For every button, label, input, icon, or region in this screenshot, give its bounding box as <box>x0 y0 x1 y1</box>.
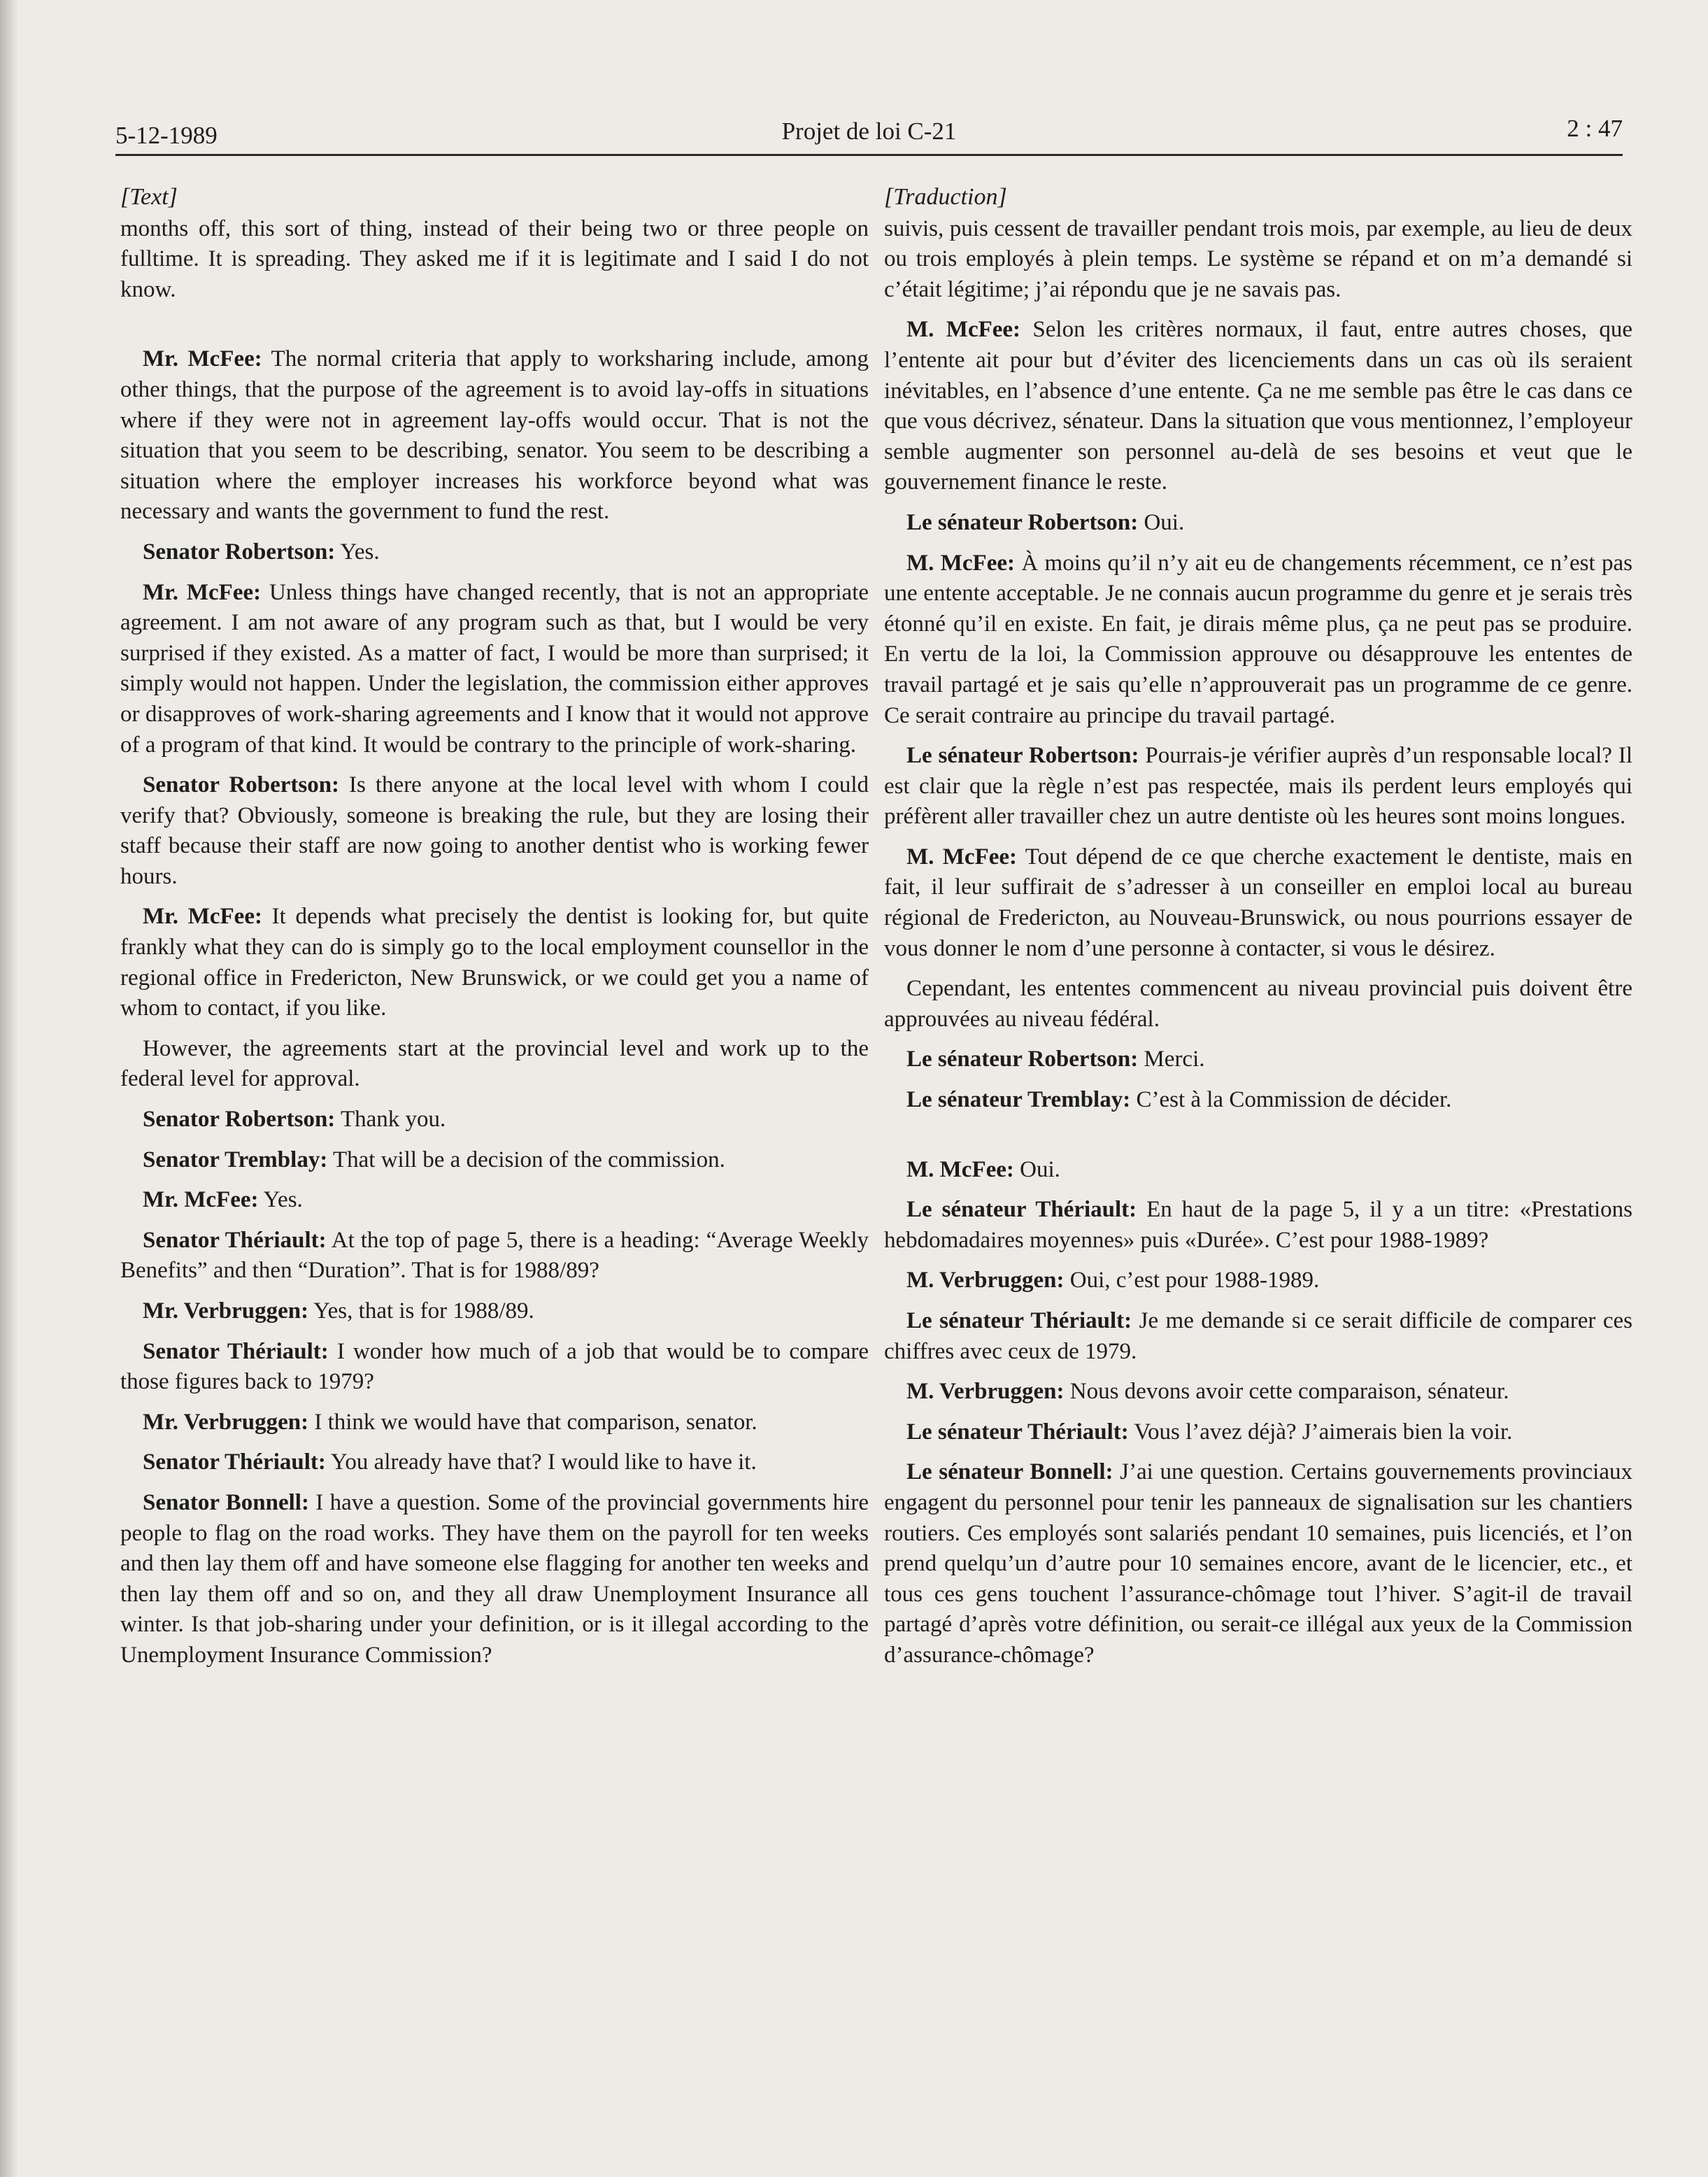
paragraph <box>884 1265 1632 1296</box>
speaker: Le sénateur Tremblay: <box>906 1087 1131 1113</box>
spacer <box>120 315 869 344</box>
speaker: Le sénateur Robertson: <box>906 1047 1139 1072</box>
speaker: Le sénateur Thériault: <box>906 1197 1137 1223</box>
paragraph <box>884 1044 1632 1075</box>
paragraph <box>884 741 1632 832</box>
speech: Tout dépend de ce que cherche exactement le dentiste, mais en fait, il leur suffirait de s’adresser à un conseiller en emploi local au bureau régional de Fredericton, au Nouveau-Brunswick, ou nous pourrions essayer de vous donner le nom d’une personne à contacter, si vous le désirez. <box>884 844 1632 961</box>
speech: The normal criteria that apply to worksharing include, among other things, that the purpose of the agreement is to avoid lay-offs in situations where if they were not in agreement lay-offs would occur. That is not the situation that you seem to be describing, senator. You seem to be describing a situation where the employer increases his workforce beyond what was necessary and wants the government to fund the rest. <box>120 346 869 525</box>
speech: I think we would have that comparison, senator. <box>308 1409 757 1435</box>
paragraph <box>884 1155 1632 1186</box>
french-column <box>884 182 1632 1681</box>
speech: À moins qu’il n’y ait eu de changements récemment, ce n’est pas une entente acceptable. Je ne connais aucun programme du genre et je serais très étonné qu’il en existe. En fait, je dirais même plus, ça ne peut pas se produire. En vertu de la loi, la Commission approuve ou désapprouve les ententes de travail partagé et je sais qu’elle n’approuverait pas un programme de ce genre. Ce serait contraire au principe du travail partagé. <box>884 550 1632 728</box>
paragraph <box>120 1226 869 1286</box>
paragraph <box>120 1447 869 1478</box>
paragraph <box>884 1306 1632 1367</box>
paragraph <box>884 1377 1632 1407</box>
speech: Selon les critères normaux, il faut, entre autres choses, que l’entente ait pour but d’éviter des licenciements dans un cas où ils seraient inévitables, en l’absence d’une entente. Ça ne me semble pas être le cas dans ce que vous décrivez, sénateur. Dans la situation que vous mentionnez, l’employeur semble augmenter son personnel au-delà de ses besoins et veut que le gouvernement finance le reste. <box>884 317 1632 495</box>
speaker: M. McFee: <box>906 844 1018 870</box>
paragraph: suivis, puis cessent de travailler pendant trois mois, par exemple, au lieu de deux ou trois employés à plein temps. Le système se répand et on m’a demandé si c’était légitime; j’ai répondu que je ne savais pas. <box>884 215 1632 302</box>
spacer <box>884 1126 1632 1155</box>
speech: Thank you. <box>335 1107 446 1133</box>
speech: That will be a decision of the commission. <box>327 1147 725 1172</box>
paragraph <box>120 1185 869 1216</box>
english-column <box>120 182 869 1681</box>
paragraph <box>120 1145 869 1176</box>
speech: Nous devons avoir cette comparaison, sénateur. <box>1064 1379 1509 1405</box>
speech: Je me demande si ce serait difficile de comparer ces chiffres avec ceux de 1979. <box>884 1308 1632 1364</box>
speaker: Le sénateur Robertson: <box>906 743 1139 769</box>
speech: It depends what precisely the dentist is looking for, but quite frankly what they can do is simply go to the local employment counsellor in the regional office in Fredericton, New Brunswick, or we could get you a name of whom to contact, if you like. <box>120 904 869 1021</box>
speech: En haut de la page 5, il y a un titre: «Prestations hebdomadaires moyennes» puis «Durée». C’est pour 1988-1989? <box>884 1197 1632 1253</box>
header-date: 5-12-1989 <box>115 122 218 149</box>
speaker: M. Verbruggen: <box>906 1379 1065 1405</box>
running-header <box>115 104 1623 156</box>
speaker: Senator Bonnell: <box>143 1489 309 1515</box>
speech: J’ai une question. Certains gouvernements provinciaux engagent du personnel pour tenir les panneaux de signalisation sur les chantiers routiers. Ces employés sont salariés pendant 10 semaines, puis licenciés, et l’on prend quelqu’un d’autre pour 10 semaines encore, avant de le licencier, etc., et tous ces gens touchent l’assurance-chômage tout l’hiver. S’agit-il de travail partagé d’après votre définition, ou serait-ce illégal aux yeux de la Commission d’assurance-chômage? <box>884 1459 1632 1668</box>
speaker: Senator Robertson: <box>143 772 340 798</box>
speaker: M. Verbruggen: <box>906 1268 1065 1293</box>
speech: Pourrais-je vérifier auprès d’un responsable local? Il est clair que la règle n’est pas respectée, mais ils perdent leurs employés qui préfèrent aller travailler chez un autre dentiste où les heures sont moins longues. <box>884 743 1632 830</box>
speech: At the top of page 5, there is a heading: “Average Weekly Benefits” and then “Duration”. That is for 1988/89? <box>120 1227 869 1284</box>
paragraph <box>884 1085 1632 1116</box>
speaker: Senator Thériault: <box>143 1338 329 1364</box>
paragraph <box>120 537 869 568</box>
speaker: Mr. Verbruggen: <box>143 1409 309 1435</box>
speaker: Le sénateur Thériault: <box>906 1308 1132 1333</box>
speech: Yes. <box>335 539 380 565</box>
speaker: Mr. McFee: <box>143 904 262 930</box>
paragraph <box>120 344 869 527</box>
speech: Oui. <box>1013 1156 1060 1182</box>
section-label-text: [Text] <box>120 184 178 210</box>
paragraph <box>120 770 869 892</box>
speech: I wonder how much of a job that would be to compare those figures back to 1979? <box>120 1338 869 1395</box>
speaker: Mr. McFee: <box>143 1187 259 1213</box>
speaker: M. McFee: <box>906 1156 1014 1182</box>
speaker: Mr. McFee: <box>143 346 262 372</box>
speaker: Senator Thériault: <box>143 1227 327 1253</box>
speaker: Le sénateur Robertson: <box>906 509 1139 535</box>
section-label-translation: [Traduction] <box>884 184 1007 210</box>
paragraph <box>120 1407 869 1438</box>
speaker: Le sénateur Bonnell: <box>906 1459 1113 1485</box>
paragraph: However, the agreements start at the provincial level and work up to the federal level for approval. <box>120 1035 869 1092</box>
paragraph <box>884 1457 1632 1671</box>
paragraph <box>120 1488 869 1671</box>
paragraph <box>884 548 1632 732</box>
header-page-number: 2 : 47 <box>1567 115 1623 142</box>
paragraph <box>884 508 1632 539</box>
speech: Unless things have changed recently, that is not an appropriate agreement. I am not aware of any program such as that, but I would be very surprised if they existed. As a matter of fact, I would be more than surprised; it simply would not happen. Under the legislation, the commission either approves or disapproves of work-sharing agreements and I know that it would not approve of a program of that kind. It would be contrary to the principle of work-sharing. <box>120 579 869 758</box>
paragraph <box>884 315 1632 498</box>
paragraph <box>120 1105 869 1135</box>
paragraph <box>120 1296 869 1327</box>
paragraph <box>120 902 869 1023</box>
speaker: Mr. Verbruggen: <box>143 1298 309 1324</box>
speaker: Senator Thériault: <box>143 1449 326 1475</box>
paragraph <box>884 1417 1632 1448</box>
binding-shadow <box>0 0 18 2177</box>
speech: Merci. <box>1138 1047 1205 1072</box>
speech: Vous l’avez déjà? J’aimerais bien la voir. <box>1128 1419 1513 1445</box>
speaker: Senator Tremblay: <box>143 1147 328 1172</box>
paragraph <box>884 1195 1632 1256</box>
speaker: M. McFee: <box>906 550 1015 576</box>
speech: I have a question. Some of the provincial governments hire people to flag on the road works. They have them on the payroll for ten weeks and then lay them off and have someone else flagging for another ten weeks and then lay them off and so on, and they all draw Unemployment Insurance all winter. Is that job-sharing under your definition, or is it illegal according to the Unemployment Insurance Commission? <box>120 1489 869 1668</box>
paragraph <box>120 1337 869 1398</box>
speaker: Mr. McFee: <box>143 579 262 605</box>
paragraph: Cependant, les ententes commencent au niveau provincial puis doivent être approuvées au niveau fédéral. <box>884 976 1632 1032</box>
speaker: Senator Robertson: <box>143 1107 336 1133</box>
speech: Oui. <box>1138 509 1185 535</box>
header-title: Projet de loi C-21 <box>781 118 957 145</box>
speaker: Senator Robertson: <box>143 539 336 565</box>
speech: Oui, c’est pour 1988-1989. <box>1064 1268 1320 1293</box>
paragraph <box>120 578 869 761</box>
paragraph: months off, this sort of thing, instead of their being two or three people on fulltime. It is spreading. They asked me if it is legitimate and I said I do not know. <box>120 215 869 302</box>
speaker: M. McFee: <box>906 317 1021 343</box>
paragraph <box>884 842 1632 964</box>
speech: C’est à la Commission de décider. <box>1130 1087 1452 1113</box>
speech: You already have that? I would like to have it. <box>325 1449 757 1475</box>
speech: Is there anyone at the local level with whom I could verify that? Obviously, someone is breaking the rule, but they are losing their staff because their staff are now going to another dentist who is working fewer hours. <box>120 772 869 889</box>
speaker: Le sénateur Thériault: <box>906 1419 1129 1445</box>
speech: Yes, that is for 1988/89. <box>308 1298 534 1324</box>
speech: Yes. <box>258 1187 303 1213</box>
